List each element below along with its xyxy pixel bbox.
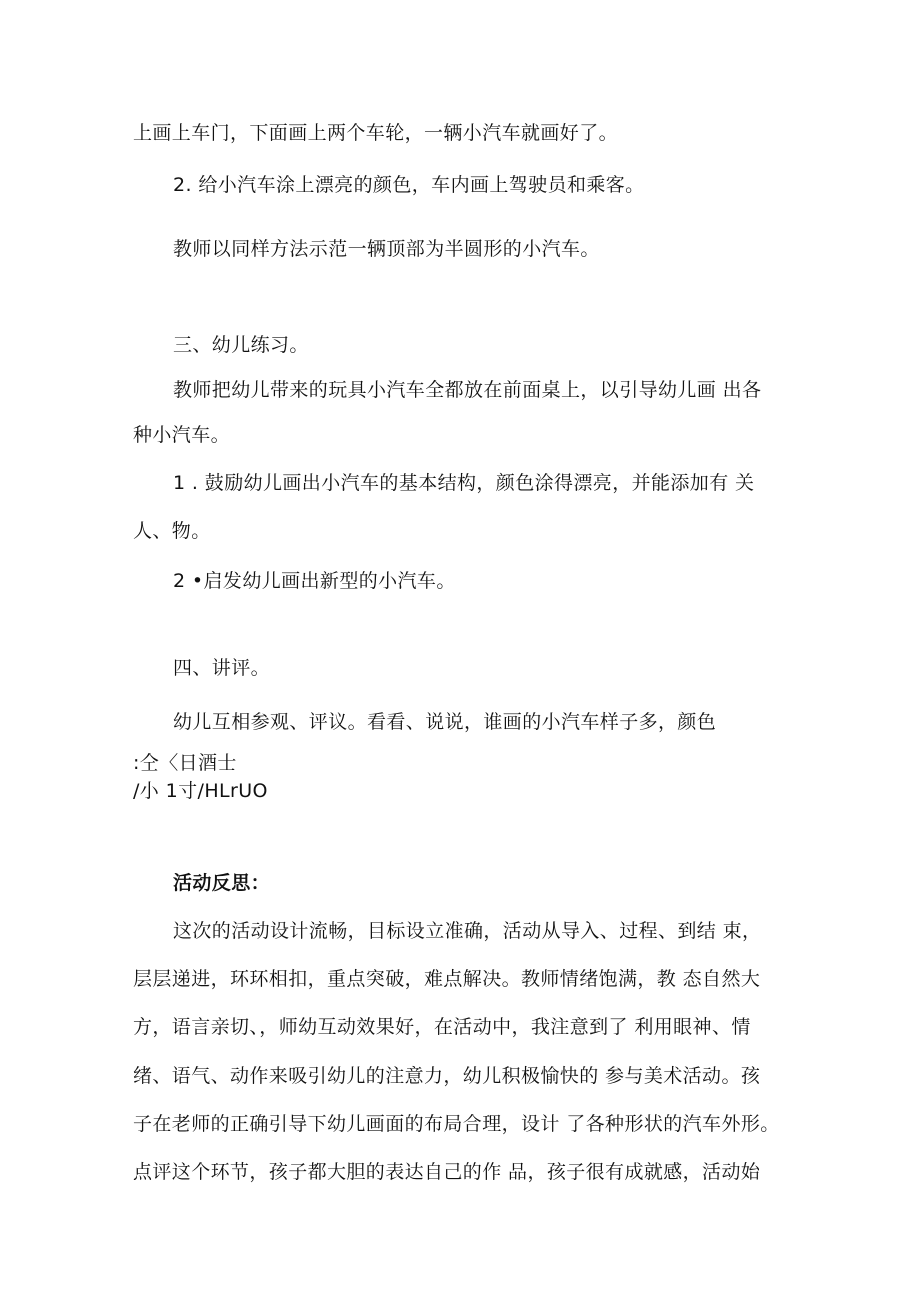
paragraph-line: 种小汽车。 <box>133 424 231 446</box>
paragraph-line: 人、物。 <box>133 520 211 542</box>
paragraph-line: 2. 给小汽车涂上漂亮的颜色，车内画上驾驶员和乘客。 <box>173 174 645 196</box>
paragraph-line: 教师把幼儿带来的玩具小汽车全都放在前面桌上，以引导幼儿画 出各 <box>173 379 762 401</box>
section-heading: 四、讲评。 <box>173 657 271 679</box>
paragraph-line: 幼儿互相参观、评议。看看、说说，谁画的小汽车样子多，颜色 <box>173 711 717 733</box>
garbled-text-line: :仝〈日酒士 <box>133 752 237 774</box>
paragraph-line: 层层递进，环环相扣，重点突破，难点解决。教师情绪饱满，教 态自然大 <box>133 968 761 990</box>
section-heading: 三、幼儿练习。 <box>173 334 309 356</box>
paragraph-line: 1 . 鼓励幼儿画出小汽车的基本结构，颜色涂得漂亮，并能添加有 关 <box>173 472 755 494</box>
garbled-text-line: /小 1寸/HLrUO <box>133 780 268 802</box>
paragraph-line: 方，语言亲切、，师幼互动效果好，在活动中，我注意到了 利用眼神、情 <box>133 1016 751 1038</box>
paragraph-line: 点评这个环节，孩子都大胆的表达自己的作 品，孩子很有成就感，活动始 <box>133 1161 761 1183</box>
paragraph-line: 教师以同样方法示范一辆顶部为半圆形的小汽车。 <box>173 238 600 260</box>
paragraph-line: 绪、语气、动作来吸引幼儿的注意力，幼儿积极愉快的 参与美术活动。孩 <box>133 1065 761 1087</box>
section-heading: 活动反思： <box>173 872 271 894</box>
paragraph-line: 这次的活动设计流畅，目标设立准确，活动从导入、过程、到结 束， <box>173 920 762 942</box>
paragraph-line: 子在老师的正确引导下幼儿画面的布局合理，设计 了各种形状的汽车外形。 <box>133 1113 780 1135</box>
paragraph-line: 上画上车门，下面画上两个车轮，一辆小汽车就画好了。 <box>133 122 619 144</box>
paragraph-line: 2 •启发幼儿画出新型的小汽车。 <box>173 570 456 592</box>
